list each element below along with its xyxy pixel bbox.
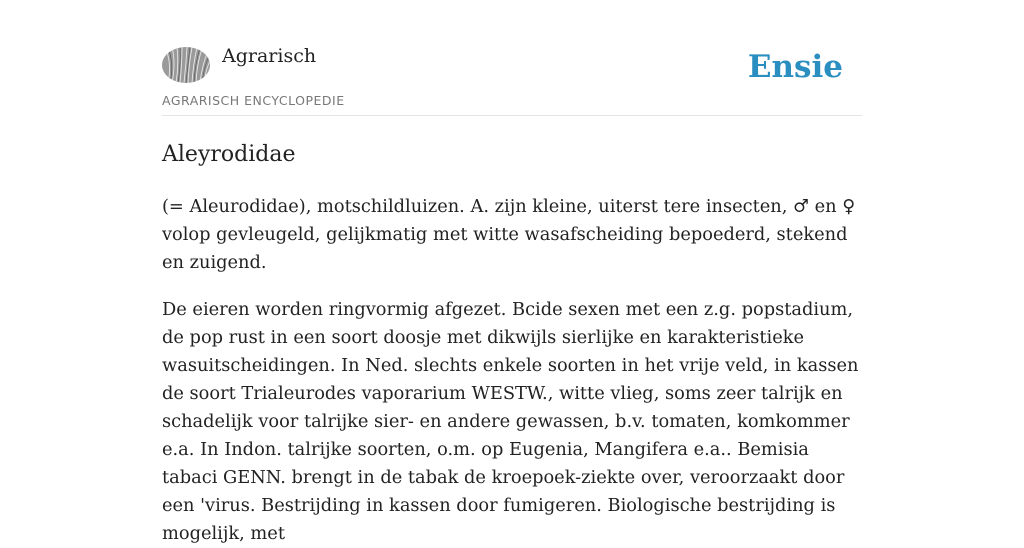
header <box>162 0 862 116</box>
page <box>162 0 862 548</box>
wheat-logo-icon[interactable] <box>162 47 210 83</box>
article-paragraph-2: De eieren worden ringvormig afgezet. Bcide sexen met een z.g. popstadium, de pop rust in een soort doosje met dikwijls sierlijke en karakteristieke wasuitscheidingen. In Ned. slechts enkele soorten in het vrije veld, in kassen de soort Trialeurodes vaporarium WESTW., witte vlieg, soms zeer talrijk en schadelijk voor talrijke sier- en andere gewassen, b.v. tomaten, komkommer e.a. In Indon. talrijke soorten, o.m. op Eugenia, Mangifera e.a.. Bemisia tabaci GENN. brengt in de tabak de kroepoek-ziekte over, veroorzaakt door een 'virus. Bestrijding in kassen door fumigeren. Biologische bestrijding is mogelijk, met <box>162 299 859 544</box>
article-title: Aleyrodidae <box>162 142 296 167</box>
article-paragraph-1: (= Aleurodidae), motschildluizen. A. zijn kleine, uiterst tere insecten, ♂ en ♀ volop gevleugeld, gelijkmatig met witte wasafscheiding bepoederd, stekend en zuigend. <box>162 196 856 273</box>
source-subtitle: AGRARISCH ENCYCLOPEDIE <box>162 93 345 108</box>
ensie-brand-logo[interactable]: Ensie <box>747 49 843 85</box>
source-name[interactable]: Agrarisch <box>222 45 317 67</box>
